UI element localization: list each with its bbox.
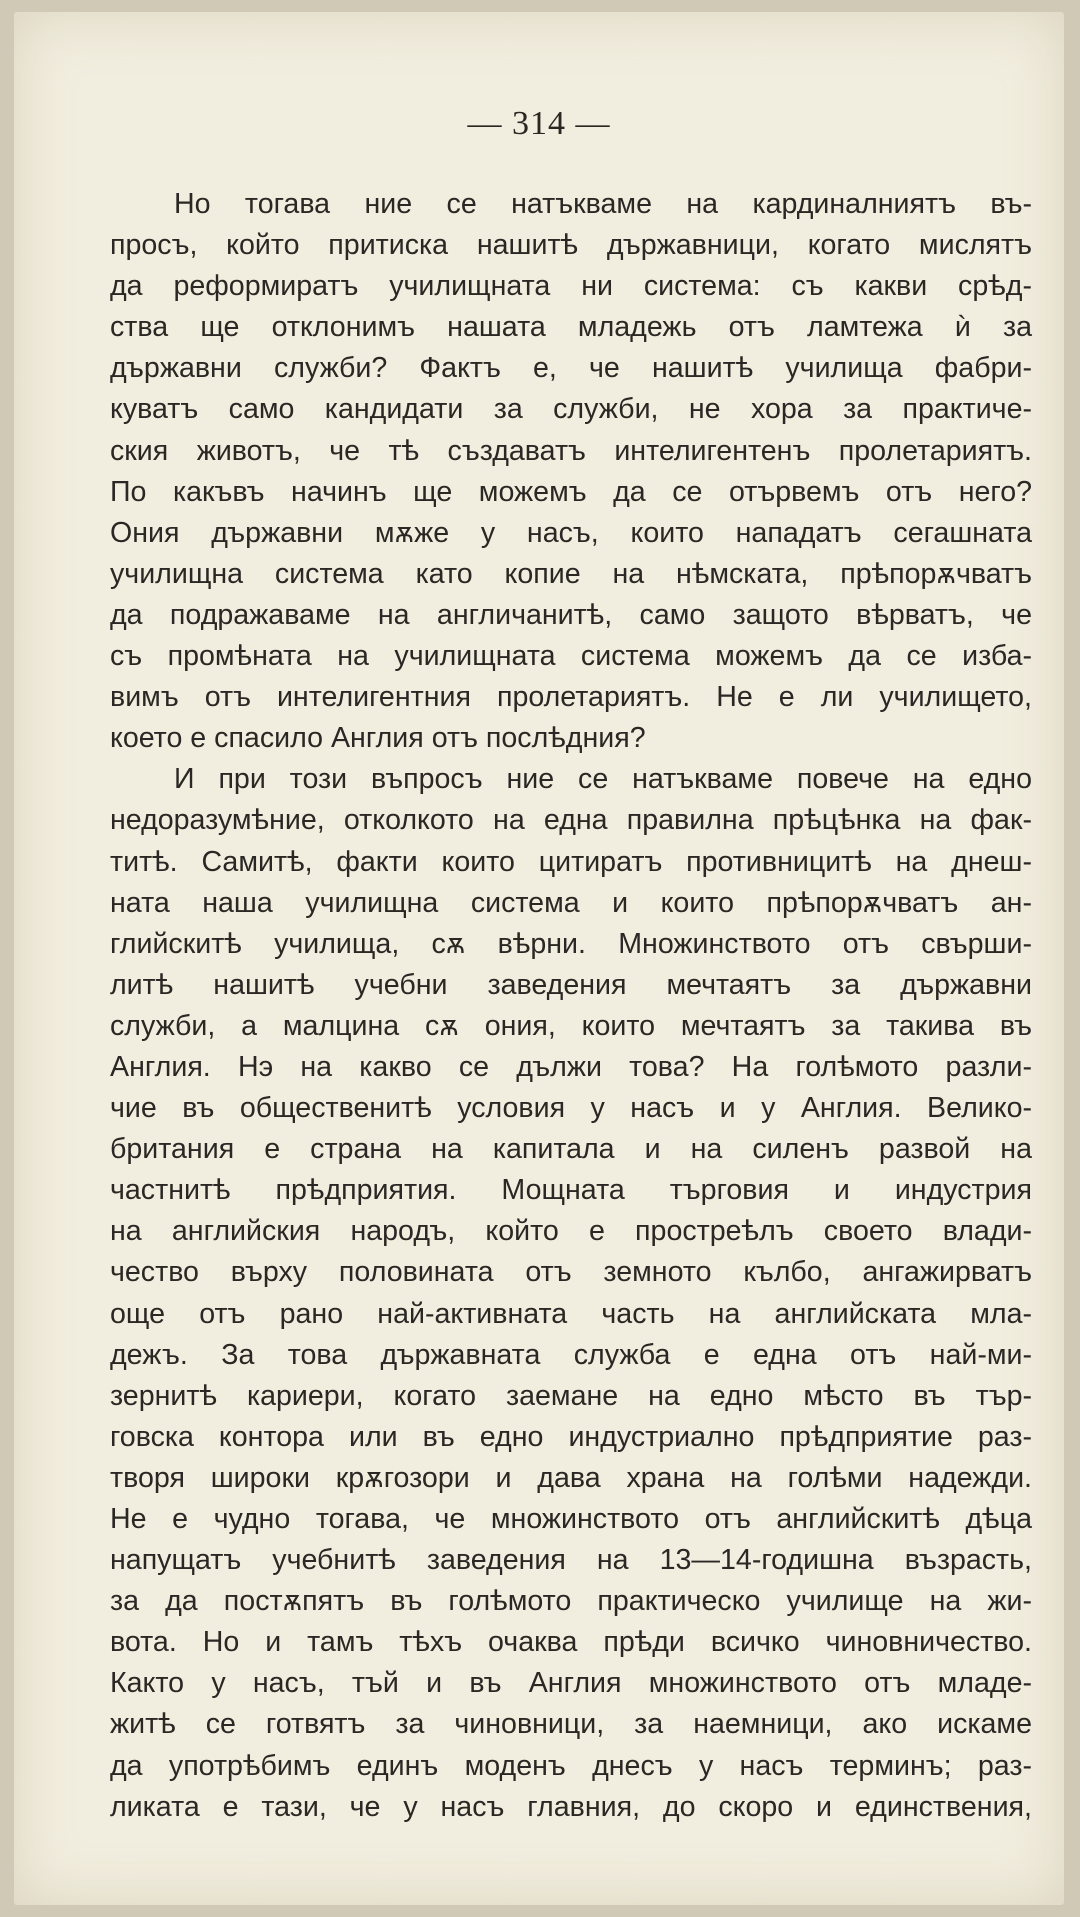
text-line: училищна система като копие на нѣмската, прѣпорѫчватъ	[110, 557, 1032, 590]
text-line: дежъ. За това държавната служба е една отъ най-ми-	[110, 1338, 1032, 1371]
text-line: да подражаваме на англичанитѣ, само защото вѣрватъ, че	[110, 598, 1032, 631]
text-line: Англия. Нэ на какво се дължи това? На голѣмото разли-	[110, 1050, 1032, 1083]
text-line: творя широки крѫгозори и дава храна на голѣми надежди.	[110, 1461, 1032, 1494]
text-line: ства ще отклонимъ нашата младежь отъ ламтежа ѝ за	[110, 311, 1032, 344]
text-line: държавни служби? Фактъ е, че нашитѣ училища фабри-	[110, 352, 1032, 385]
text-line: съ промѣната на училищната система можемъ да се изба-	[110, 640, 1032, 673]
text-line: на английския народъ, който е простреѣлъ своето влади-	[110, 1215, 1032, 1248]
text-line: ския животъ, че тѣ създаватъ интелигентенъ пролетариятъ.	[110, 434, 1032, 467]
text-line: житѣ се готвятъ за чиновници, за наемници, ако искаме	[110, 1708, 1032, 1741]
text-line: Ония държавни мѫже у насъ, които нападатъ сегашната	[110, 516, 1032, 549]
text-line: което е спасило Англия отъ послѣдния?	[110, 722, 646, 755]
text-line: По какъвъ начинъ ще можемъ да се отървемъ отъ него?	[110, 475, 1032, 508]
text-line: говска контора или въ едно индустриално прѣдприятие раз-	[110, 1420, 1032, 1453]
text-line: Но тогава ние се натъкваме на кардиналниятъ въ-	[174, 188, 1032, 220]
text-line: И при този въпросъ ние се натъкваме повече на едно	[174, 763, 1032, 796]
page-number: — 314 —	[467, 105, 611, 142]
text-line: вота. Но и тамъ тѣхъ очаква прѣди всичко чиновничество.	[110, 1626, 1032, 1659]
text-line: ната наша училищна система и които прѣпорѫчватъ ан-	[110, 886, 1032, 919]
text-line: просъ, който притиска нашитѣ държавници, когато мислятъ	[110, 229, 1032, 262]
text-line: напущатъ учебнитѣ заведения на 13—14-годишна възрасть,	[110, 1544, 1032, 1577]
text-line: британия е страна на капитала и на силенъ развой на	[110, 1133, 1032, 1166]
text-line: титѣ. Самитѣ, факти които цитиратъ противницитѣ на днеш-	[110, 845, 1032, 878]
text-line: чество върху половината отъ земното кълбо, ангажирватъ	[110, 1256, 1032, 1289]
text-line: частнитѣ прѣдприятия. Мощната търговия и индустрия	[110, 1174, 1032, 1207]
text-line: чие въ общественитѣ условия у насъ и у Англия. Велико-	[110, 1092, 1032, 1125]
text-line: Не е чудно тогава, че множинството отъ английскитѣ дѣца	[110, 1503, 1032, 1535]
text-line: ликата е тази, че у насъ главния, до скоро и единствения,	[110, 1790, 1032, 1823]
text-line: да употрѣбимъ единъ моденъ днесъ у насъ терминъ; раз-	[110, 1749, 1032, 1782]
text-line: глийскитѣ училища, сѫ вѣрни. Множинството отъ свърши-	[110, 927, 1032, 960]
text-line: вимъ отъ интелигентния пролетариятъ. Не е ли училището,	[110, 681, 1032, 714]
text-line: още отъ рано най-активната часть на английската мла-	[110, 1297, 1032, 1330]
text-line: зернитѣ кариери, когато заемане на едно мѣсто въ тър-	[110, 1379, 1032, 1412]
text-line: куватъ само кандидати за служби, не хора за практиче-	[110, 393, 1032, 426]
book-page	[14, 12, 1064, 1905]
text-line: Както у насъ, тъй и въ Англия множинството отъ младе-	[110, 1667, 1032, 1700]
text-line: за да постѫпятъ въ голѣмото практическо училище на жи-	[110, 1585, 1032, 1618]
text-line: служби, а малцина сѫ ония, които мечтаятъ за такива въ	[110, 1009, 1032, 1042]
paragraph-1	[110, 184, 1032, 759]
body-text	[110, 184, 1032, 1828]
text-line: да реформиратъ училищната ни система: съ какви срѣд-	[110, 270, 1032, 303]
text-line: литѣ нашитѣ учебни заведения мечтаятъ за държавни	[110, 968, 1032, 1001]
paragraph-2	[110, 759, 1032, 1827]
text-line: недоразумѣние, отколкото на една правилна прѣцѣнка на фак-	[110, 804, 1032, 837]
